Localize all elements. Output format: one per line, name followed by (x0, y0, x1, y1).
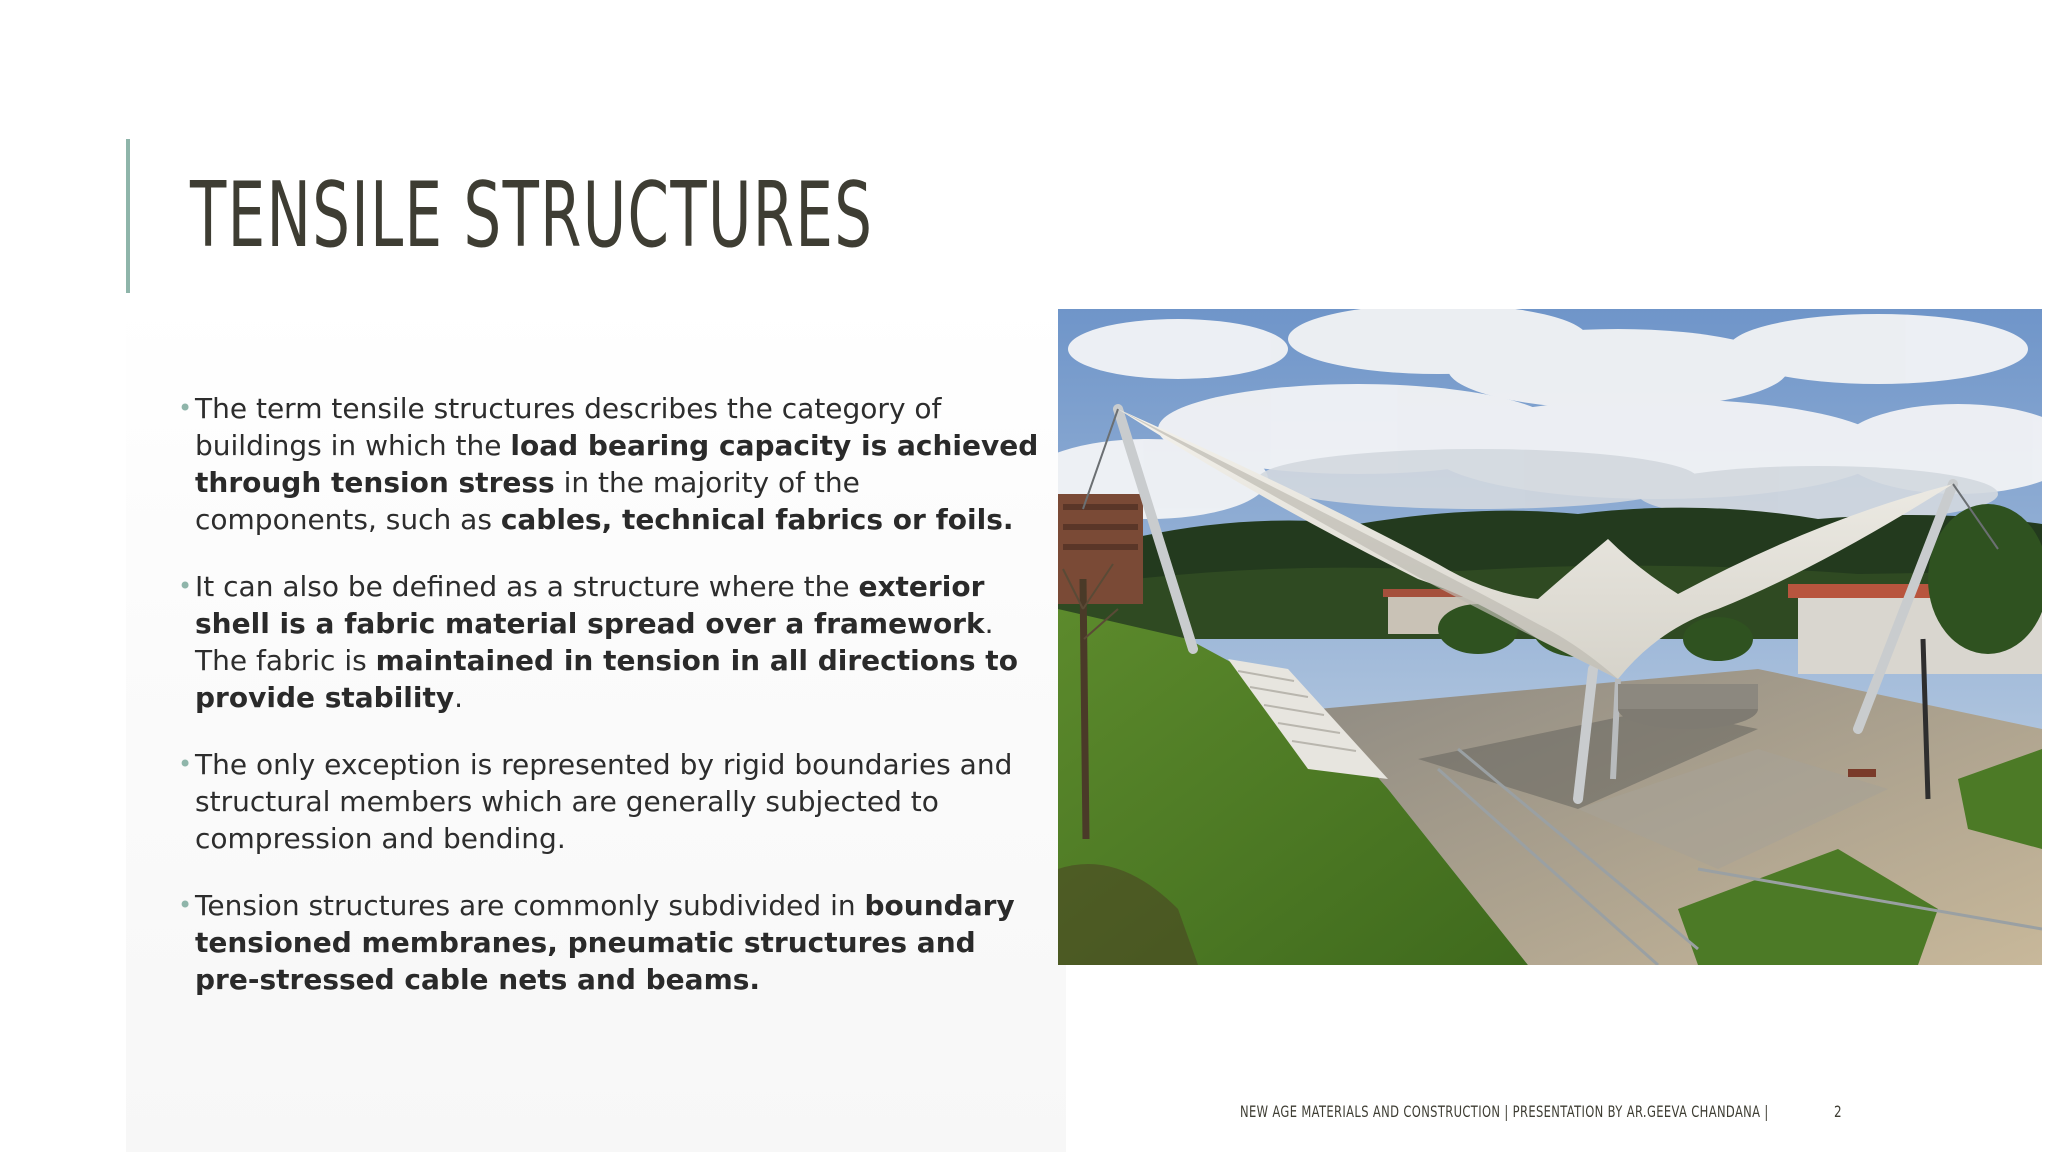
bullet-text: The only exception is represented by rigid boundaries and structural members which are generally subjected to compression and bending. (195, 748, 1013, 855)
bullet-text: Tension structures are commonly subdivided in (195, 889, 865, 922)
bullet-text: . (454, 681, 464, 714)
slide-title: TENSILE STRUCTURES (190, 163, 874, 268)
footer-text: NEW AGE MATERIALS AND CONSTRUCTION | PRESENTATION BY AR.GEEVA CHANDANA | (1240, 1102, 1769, 1121)
bullet-list (178, 390, 1048, 1028)
page-number: 2 (1834, 1102, 1842, 1121)
bullet-bold-text: boundary tensioned membranes, pneumatic structures and pre-stressed cable nets and beams. (195, 889, 1015, 996)
bullet-text: . The fabric is (195, 607, 994, 677)
bullet-bold-text: maintained in tension in all directions to provide stability (195, 644, 1018, 714)
bullet-bold-text: load bearing capacity is achieved through tension stress (195, 429, 1039, 499)
bullet-text: in the majority of the components, such as (195, 466, 860, 536)
title-accent-bar (126, 139, 130, 293)
photo-illustration (1058, 309, 2042, 965)
bullet-text: It can also be defined as a structure where the (195, 570, 859, 603)
bullet-item (178, 568, 1048, 716)
bullet-item (178, 887, 1048, 998)
bullet-item (178, 746, 1048, 857)
bullet-text: The term tensile structures describes the category of buildings in which the (195, 392, 942, 462)
tensile-canopy-photo (1058, 309, 2042, 965)
bullet-bold-text: exterior shell is a fabric material spread over a framework (195, 570, 985, 640)
bullet-bold-text: cables, technical fabrics or foils. (500, 503, 1014, 536)
bullet-item (178, 390, 1048, 538)
